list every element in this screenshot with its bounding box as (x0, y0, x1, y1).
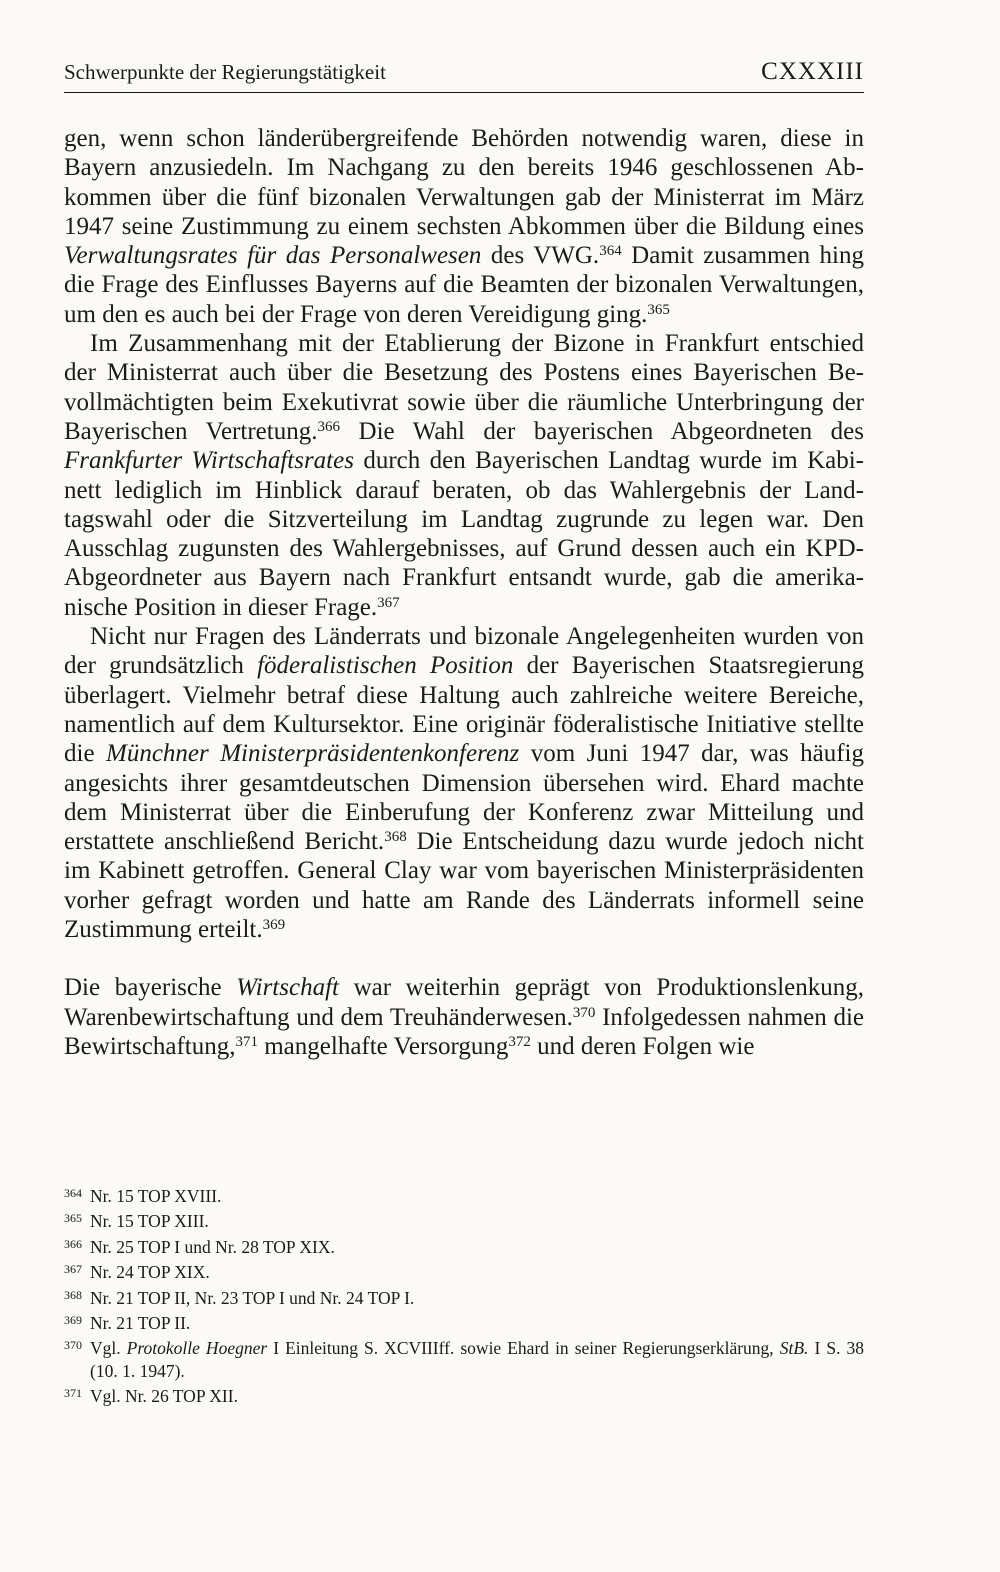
text-run: Nr. 24 TOP XIX. (90, 1262, 210, 1283)
footnote (64, 1334, 864, 1382)
italic-emphasis: StB. (779, 1338, 809, 1359)
text-run: Die Wahl der bayerischen Abgeordneten des (339, 417, 864, 445)
footnote (64, 1207, 864, 1232)
paragraph (64, 622, 864, 944)
footnote-ref[interactable]: 370 (572, 1004, 596, 1021)
paragraph (64, 973, 864, 1061)
footnote-ref[interactable]: 365 (647, 301, 670, 318)
text-run: Vgl. (90, 1338, 127, 1359)
text-run: des VWG. (481, 242, 600, 270)
text-run: I Einleitung S. XCVIIIff. sowie Ehard in seiner Regierungserklärung, (267, 1338, 780, 1359)
text-run: I S. 38 (10. 1. 1947). (90, 1338, 864, 1381)
italic-emphasis: Frankfurter Wirtschaftsrates (64, 447, 354, 475)
footnote-ref[interactable]: 371 (235, 1033, 258, 1050)
body-text (64, 124, 864, 1061)
footnote-number: 367 (64, 1262, 82, 1277)
running-title: Schwerpunkte der Regierungstätigkeit (64, 60, 386, 84)
text-run: Nr. 21 TOP II, Nr. 23 TOP I und Nr. 24 TOP I. (90, 1287, 415, 1308)
footnote-number: 366 (64, 1236, 82, 1251)
footnote-ref[interactable]: 364 (599, 243, 622, 260)
italic-emphasis: Verwaltungsrates für das Personalwesen (64, 242, 482, 270)
footnote-number: 365 (64, 1211, 82, 1226)
footnote (64, 1233, 864, 1258)
footnote-ref[interactable]: 372 (508, 1033, 531, 1050)
footnote (64, 1182, 864, 1207)
footnote (64, 1258, 864, 1283)
text-run: vom Juni 1947 dar, was häufig angesichts ihrer gesamtdeutschen Dimension übersehen wird. Ehard machte dem Ministerrat über die Einberufung der Konferenz zwar Mitteilung und erstattete anschließend Bericht. (64, 740, 864, 856)
text-run: Damit zusammen hing die Frage des Einflusses Bayerns auf die Beamten der bizonalen Verwaltungen, um den es auch bei der Frage von deren Vereidigung ging. (64, 242, 865, 328)
text-run: Nr. 25 TOP I und Nr. 28 TOP XIX. (90, 1236, 335, 1257)
footnote (64, 1309, 864, 1334)
footnote-number: 368 (64, 1287, 82, 1302)
italic-emphasis: Münchner Ministerpräsidentenkonferenz (106, 740, 520, 768)
text-run: Nicht nur Fragen des Länderrats und bizonale Angelegenheiten wurden von der grundsätzlich (64, 623, 864, 680)
text-run: Nr. 21 TOP II. (90, 1313, 191, 1334)
text-run: durch den Bayerischen Landtag wurde im Kabinett lediglich im Hinblick darauf beraten, ob das Wahlergebnis der Landtagswahl oder die Sitzverteilung im Landtag zugrunde zu legen war. Den Ausschlag zugunsten des Wahlergebnisses, auf Grund dessen auch ein KPD-Abgeordneter aus Bayern nach Frankfurt entsandt wurde, gab die amerikanische Position in dieser Frage. (64, 447, 864, 621)
text-run: und deren Folgen wie (530, 1032, 755, 1060)
footnote-ref[interactable]: 366 (317, 418, 340, 435)
text-run: Infolgedessen nahmen die Bewirtschaftung, (64, 1003, 864, 1060)
text-run: gen, wenn schon länderübergreifende Behörden notwendig waren, diese in Bayern anzusiedeln. Im Nachgang zu den bereits 1946 geschlossenen Abkommen über die fünf bizonalen Verwaltungen gab der Ministerrat im März 1947 seine Zustimmung zu einem sechsten Abkommen über die Bildung eines (64, 125, 864, 240)
text-run: Im Zusammenhang mit der Etablierung der Bizone in Frankfurt entschied der Ministerrat auch über die Besetzung des Postens eines Bayerischen Bevollmächtigten beim Exekutivrat sowie über die räumliche Unterbringung der Bayerischen Vertretung. (64, 330, 864, 445)
text-run: Nr. 15 TOP XVIII. (90, 1186, 222, 1206)
italic-emphasis: Wirtschaft (236, 974, 339, 1002)
text-run: mangelhafte Versorgung (257, 1032, 509, 1060)
running-header (64, 58, 864, 93)
footnote (64, 1284, 864, 1309)
paragraph (64, 329, 864, 622)
footnote-ref[interactable]: 369 (262, 917, 286, 934)
italic-emphasis: Protokolle Hoegner (126, 1338, 268, 1359)
text-run: der Bayerischen Staatsregierung überlagert. Vielmehr betraf diese Haltung auch zahlreiche weitere Bereiche, namentlich auf dem Kultursektor. Eine originär föderalistische Initiative stellte die (64, 652, 865, 768)
footnote-number: 371 (64, 1386, 82, 1401)
text-run: Nr. 15 TOP XIII. (90, 1211, 209, 1232)
footnote-number: 369 (64, 1313, 82, 1328)
paragraph (64, 124, 864, 329)
footnote-number: 370 (64, 1338, 82, 1353)
footnote (64, 1382, 864, 1407)
text-run: Die Entscheidung dazu wurde jedoch nicht im Kabinett getroffen. General Clay war vom bayerischen Ministerpräsidenten vorher gefragt worden und hatte am Rande des Länderrats informell seine Zustimmung erteilt. (64, 828, 865, 944)
text-run: Vgl. Nr. 26 TOP XII. (90, 1386, 238, 1407)
footnote-number: 364 (64, 1186, 82, 1200)
footnote-ref[interactable]: 368 (384, 829, 407, 846)
italic-emphasis: föderalistischen Position (257, 652, 514, 680)
text-run: Die bayerische (64, 974, 237, 1002)
footnotes (64, 1182, 864, 1408)
text-run: war weiterhin geprägt von Produktionslenkung, Warenbewirtschaftung und dem Treuhänderwesen. (64, 974, 864, 1031)
footnote-ref[interactable]: 367 (377, 594, 400, 611)
page-number: CXXXIII (761, 58, 864, 85)
